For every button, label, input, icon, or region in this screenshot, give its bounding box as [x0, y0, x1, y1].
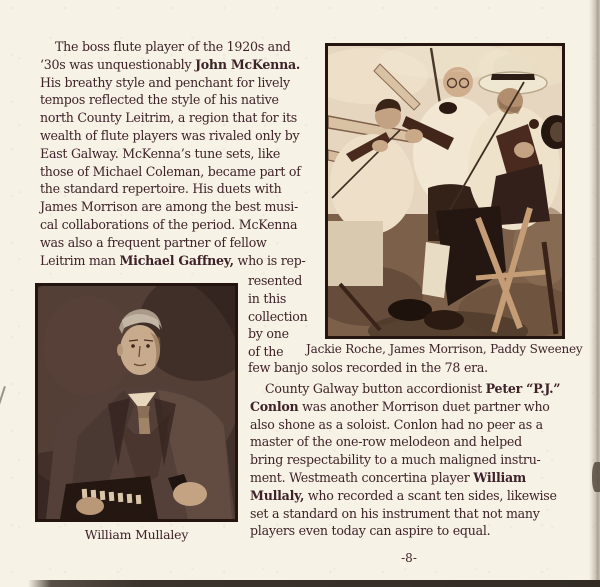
- text-line: His breathy style and penchant for lively: [40, 74, 290, 90]
- banjo-line: [248, 359, 578, 377]
- text-line: in this: [248, 290, 287, 306]
- scan-scratch: [0, 386, 5, 451]
- caption-left-photo: William Mullaley: [84, 527, 189, 542]
- text-line: master of the one-row melodeon and helped: [250, 434, 522, 450]
- text-line: set a standard on his instrument that not many: [250, 505, 540, 521]
- text-line: Conlon was another Morrison duet partner who: [250, 398, 550, 414]
- page-edge-shadow-right: [589, 0, 600, 587]
- text-line: bring respectability to a much maligned instru-: [250, 452, 541, 468]
- text-line: tempos reflected the style of his native: [40, 92, 279, 108]
- text-line: few banjo solos recorded in the 78 era.: [248, 360, 488, 375]
- text-line: ‘30s was unquestionably John McKenna.: [40, 56, 301, 72]
- text-line: also shone as a soloist. Conlon had no peer as a: [250, 416, 543, 432]
- text-line: north County Leitrim, a region that for its: [40, 110, 297, 126]
- text-line: County Galway button accordionist Peter “P.J.”: [265, 381, 561, 396]
- text-line: James Morrison are among the best musi-: [40, 199, 299, 215]
- text-line: Leitrim man Michael Gaffney, who is rep-: [40, 252, 306, 268]
- text-line: collection: [248, 308, 308, 324]
- intro-paragraph: [40, 38, 328, 269]
- text-line: by one: [248, 326, 289, 342]
- text-line: the standard repertoire. His duets with: [40, 181, 282, 197]
- text-line: those of Michael Coleman, became part of: [40, 163, 301, 179]
- text-line: of the: [248, 344, 284, 360]
- text-line: East Galway. McKenna’s tune sets, like: [40, 145, 281, 161]
- second-paragraph: [250, 380, 580, 540]
- text-line: cal collaborations of the period. McKenna: [40, 216, 298, 232]
- page-number: -8-: [401, 551, 417, 565]
- text-line: was also a frequent partner of fellow: [40, 234, 267, 250]
- text-line: Mullaly, who recorded a scant ten sides, likewise: [250, 487, 557, 503]
- photo-three-musicians: [325, 43, 565, 339]
- page-edge-shadow-bottom: [28, 580, 600, 587]
- text-line: players even today can aspire to equal.: [250, 523, 491, 539]
- photo-william-mullaley: [35, 283, 238, 522]
- text-line: wealth of flute players was rivaled only by: [40, 127, 300, 143]
- three-musicians-image: [328, 46, 562, 336]
- text-line: resented: [248, 273, 303, 288]
- william-mullaley-image: [38, 286, 235, 519]
- caption-right-photo: Jackie Roche, James Morrison, Paddy Sweeney: [306, 342, 583, 356]
- page-edge-notch: [592, 462, 600, 492]
- text-line: The boss flute player of the 1920s and: [55, 39, 291, 54]
- text-line: ment. Westmeath concertina player William: [250, 469, 527, 485]
